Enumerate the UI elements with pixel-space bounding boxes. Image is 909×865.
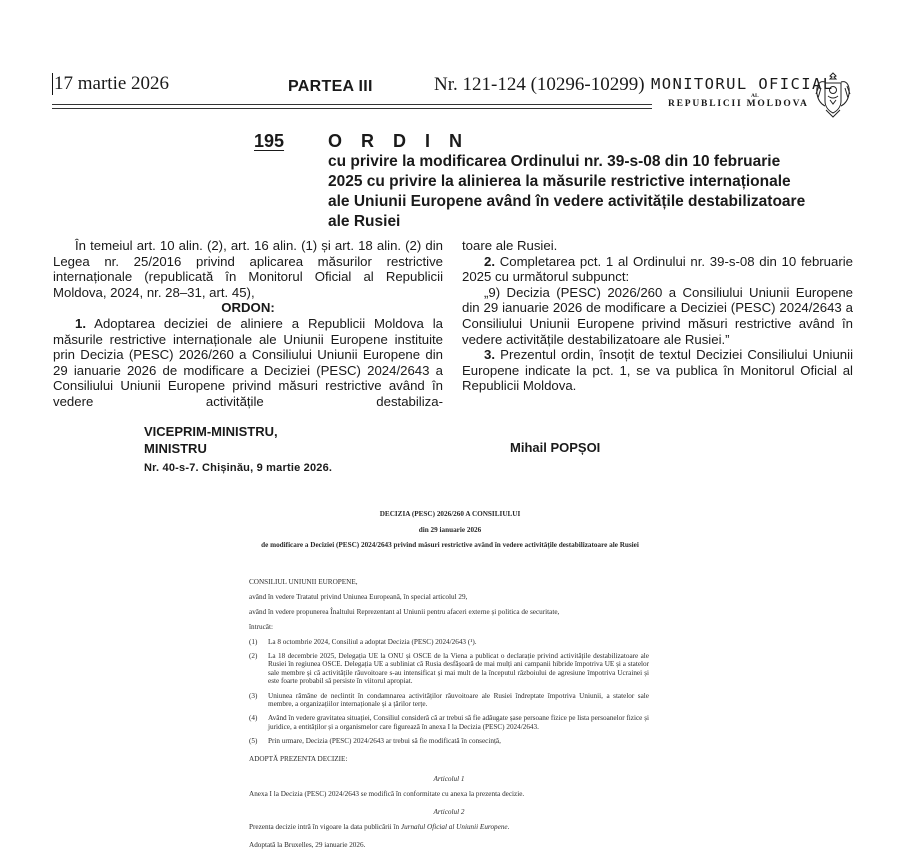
header-rule-bottom <box>52 108 652 109</box>
eu-council: CONSILIUL UNIUNII EUROPENE, <box>249 578 358 586</box>
point-2-text: Completarea pct. 1 al Ordinului nr. 39-s-08 din 10 februarie 2025 cu următorul subpunct: <box>462 253 853 285</box>
recital-number: (4) <box>249 714 258 723</box>
point-3 <box>462 347 853 394</box>
masthead-al: AL <box>751 93 759 99</box>
recital-number: (3) <box>249 691 258 700</box>
recital <box>249 714 649 731</box>
article-2-text <box>249 823 649 832</box>
recital <box>249 737 649 746</box>
recital-text: Uniunea rămâne de neclintit în condamnarea activităților răuvoitoare ale Rusiei îndreptate împotriva Uniunii, a statelor sale membre, a organizațiilor internaționale și a țărilor terțe. <box>268 691 649 709</box>
recital-number: (5) <box>249 736 258 745</box>
point-2-quote: „9) Decizia (PESC) 2026/260 a Consiliului Uniunii Europene din 29 ianuarie 2026 de modificare a Deciziei (PESC) 2024/2643 a Consiliului Uniunii Europene privind măsuri restrictive având în vedere activitățile destabilizatoare ale Rusiei.” <box>462 284 853 347</box>
part-label: PARTEA III <box>288 78 373 95</box>
eu-done-at: Adoptată la Bruxelles, 29 ianuarie 2026. <box>249 841 366 850</box>
document-number: 195 <box>254 131 285 151</box>
eu-decision-header <box>250 510 650 551</box>
point-3-text: Prezentul ordin, însoțit de textul Deciziei Consiliului Uniunii Europene indicate la pct. 1, se va publica în Monitorul Oficial al Republicii Moldova. <box>462 347 853 394</box>
article-1-heading: Articolul 1 <box>433 775 465 784</box>
recital <box>249 652 649 686</box>
point-2 <box>462 254 853 285</box>
signatory-title <box>144 423 278 457</box>
article-1-text: Anexa I la Decizia (PESC) 2024/2643 se modifică în conformitate cu anexa la prezenta decizie. <box>249 789 525 798</box>
recital <box>249 638 649 647</box>
moldova-coat-of-arms-icon <box>813 70 853 120</box>
article-2-text-start: Prezenta decizie intră în vigoare la data publicării în <box>249 822 401 831</box>
recital-text: La 18 decembrie 2025, Delegația UE la ONU și OSCE de la Viena a publicat o declarație privind activitățile destabilizatoare ale Rusiei în regiunea OSCE. Delegația UE a subliniat că Rusia desfășoară de mai mulți ani campanii hibride împotriva UE și a statelor sale membre și că activitățile răuvoitoare s-au intensificat și mai mult de la începutul războiului de agresiune împotriva Ucrainei și este foarte probabil să persiste în viitorul apropiat. <box>268 651 649 686</box>
article-2-text-end: . <box>507 822 510 831</box>
eu-whereas: întrucât: <box>249 622 273 631</box>
point-1-continuation: toare ale Rusiei. <box>462 238 558 253</box>
issue-number: Nr. 121-124 (10296-10299) <box>434 74 645 95</box>
preamble: În temeiul art. 10 alin. (2), art. 16 alin. (1) și art. 18 alin. (2) din Legea nr. 25/2016 privind aplicarea măsurilor restrictive internaționale (republicată în Monitorul Oficial al Republicii Moldova, 2024, nr. 28–31, art. 45), <box>53 238 443 300</box>
order-reference: Nr. 40-s-7. Chișinău, 9 martie 2026. <box>144 462 333 474</box>
body-column-left <box>53 238 443 410</box>
header-rule-top <box>52 104 652 105</box>
recital-text: La 8 octombrie 2024, Consiliul a adoptat Decizia (PESC) 2024/2643 (¹). <box>268 637 477 646</box>
eu-decision-date: din 29 ianuarie 2026 <box>418 525 482 534</box>
signatory-name: Mihail POPȘOI <box>510 440 601 455</box>
recital-text: Având în vedere gravitatea situației, Consiliul consideră că ar trebui să fie adăugate șase persoane fizice pe lista persoanelor fizice și juridice, a entităților și a organismelor care figurează în anexa I la Decizia (PESC) 2024/2643. <box>268 714 649 731</box>
issue-date: 17 martie 2026 <box>54 73 170 94</box>
recital-number: (1) <box>249 637 258 646</box>
signatory-title-line2: MINISTRU <box>144 441 207 456</box>
eu-having-regard-2: având în vedere propunerea Înaltului Reprezentant al Uniunii pentru afaceri externe și politica de securitate, <box>249 607 560 616</box>
document-subject: cu privire la modificarea Ordinului nr. 39-s-08 din 10 februarie 2025 cu privire la alinierea la măsurile restrictive internaționale ale Uniunii Europene având în vedere activitățile destabilizatoare ale Rusiei <box>328 153 806 230</box>
recital <box>249 692 649 709</box>
point-1-number: 1. <box>75 315 86 331</box>
eu-having-regard-1: având în vedere Tratatul privind Uniunea Europeană, în special articolul 29, <box>249 592 468 601</box>
point-1-text: Adoptarea deciziei de aliniere a Republicii Moldova la măsurile restrictive internaționale ale Uniunii Europene instituite prin Decizia (PESC) 2026/260 a Consiliului Uniunii Europene din 29 ianuarie 2026 de modificare a Deciziei (PESC) 2024/2643 a Consiliului Uniunii Europene privind măsuri restrictive având în vedere activitățile destabiliza- <box>53 315 444 409</box>
point-2-number: 2. <box>484 253 495 269</box>
recital-number: (2) <box>249 651 258 660</box>
document-type: O R D I N <box>328 131 470 151</box>
eu-decision-subtitle: de modificare a Deciziei (PESC) 2024/2643 privind măsuri restrictive având în vedere activitățile destabilizatoare ale Rusiei <box>261 541 639 550</box>
eu-decision-title: DECIZIA (PESC) 2026/260 A CONSILIULUI <box>379 510 521 518</box>
eu-decision-body <box>249 578 649 856</box>
ordon-heading: ORDON: <box>221 300 275 316</box>
point-3-number: 3. <box>484 347 495 363</box>
body-column-right <box>462 238 853 394</box>
point-1 <box>53 316 443 410</box>
signatory-title-line1: VICEPRIM-MINISTRU, <box>144 424 278 439</box>
masthead-subtitle: REPUBLICII MOLDOVA <box>668 99 809 109</box>
eu-adopts: ADOPTĂ PREZENTA DECIZIE: <box>249 754 348 763</box>
journal-name: Jurnalul Oficial al Uniunii Europene <box>400 822 508 831</box>
article-2-heading: Articolul 2 <box>433 808 465 817</box>
masthead-title: MONITORUL OFICIAL <box>651 75 834 93</box>
recital-text: Prin urmare, Decizia (PESC) 2024/2643 ar trebui să fie modificată în consecință, <box>268 736 501 745</box>
